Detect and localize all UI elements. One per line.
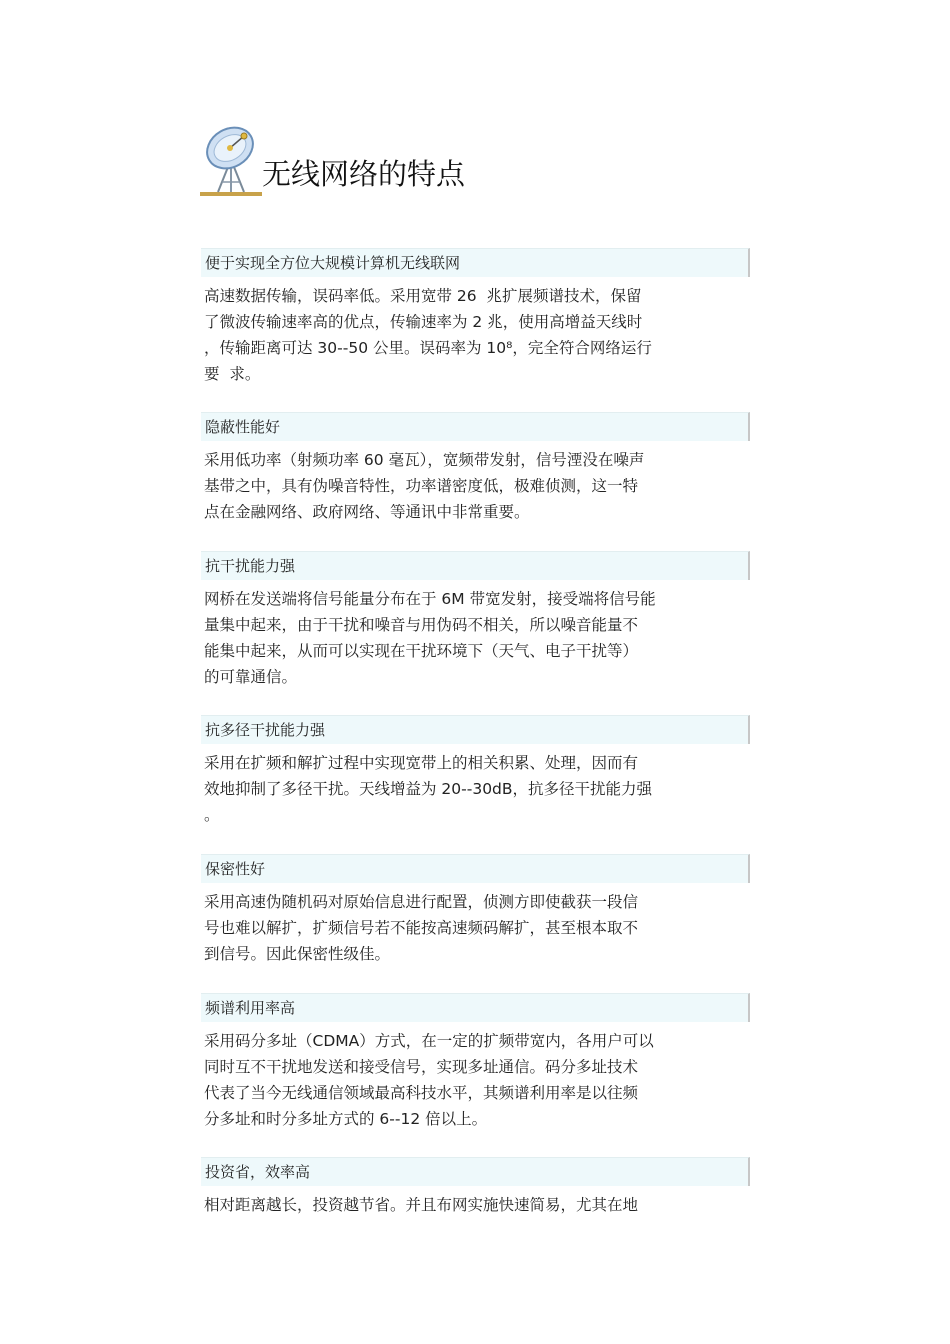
section-body [201, 889, 750, 967]
section-body [201, 1192, 750, 1218]
section-heading: 便于实现全方位大规模计算机无线联网 [201, 248, 750, 277]
section-body [201, 283, 750, 387]
section-heading: 隐蔽性能好 [201, 412, 750, 441]
feature-section [201, 715, 750, 828]
body-line: 代表了当今无线通信领域最高科技水平，其频谱利用率是以往频 [204, 1084, 639, 1102]
section-heading: 频谱利用率高 [201, 993, 750, 1022]
body-line: 。 [204, 806, 220, 824]
body-line: 基带之中，具有伪噪音特性，功率谱密度低，极难侦测，这一特 [204, 477, 639, 495]
body-line: 采用高速伪随机码对原始信息进行配置，侦测方即使截获一段信 [204, 893, 639, 911]
section-heading: 投资省，效率高 [201, 1157, 750, 1186]
body-line: 要 求。 [204, 365, 261, 383]
section-heading: 抗多径干扰能力强 [201, 715, 750, 744]
body-line: 网桥在发送端将信号能量分布在于 6M 带宽发射，接受端将信号能 [204, 590, 656, 608]
body-line: 号也难以解扩，扩频信号若不能按高速频码解扩，甚至根本取不 [204, 919, 639, 937]
section-body [201, 750, 750, 828]
feature-section [201, 551, 750, 690]
feature-section [201, 412, 750, 525]
body-line: 高速数据传输，误码率低。采用宽带 26 兆扩展频谱技术，保留 [204, 287, 642, 305]
body-line: 分多址和时分多址方式的 6--12 倍以上。 [204, 1110, 488, 1128]
body-line: 能集中起来，从而可以实现在干扰环境下（天气、电子干扰等） [204, 642, 639, 660]
feature-section [201, 993, 750, 1132]
body-line: 同时互不干扰地发送和接受信号，实现多址通信。码分多址技术 [204, 1058, 639, 1076]
body-line: 采用在扩频和解扩过程中实现宽带上的相关积累、处理，因而有 [204, 754, 639, 772]
satellite-dish-icon [200, 126, 264, 198]
section-heading: 抗干扰能力强 [201, 551, 750, 580]
feature-section [201, 248, 750, 387]
page-title: 无线网络的特点 [262, 157, 466, 191]
body-line: 相对距离越长，投资越节省。并且布网实施快速简易，尤其在地 [204, 1196, 639, 1214]
section-body [201, 1028, 750, 1132]
feature-section [201, 1157, 750, 1218]
feature-section [201, 854, 750, 967]
body-line: ，传输距离可达 30--50 公里。误码率为 10⁸，完全符合网络运行 [204, 339, 652, 357]
body-line: 效地抑制了多径干扰。天线增益为 20--30dB，抗多径干扰能力强 [204, 780, 653, 798]
body-line: 了微波传输速率高的优点，传输速率为 2 兆，使用高增益天线时 [204, 313, 643, 331]
body-line: 采用低功率（射频功率 60 毫瓦），宽频带发射，信号湮没在噪声 [204, 451, 645, 469]
body-line: 点在金融网络、政府网络、等通讯中非常重要。 [204, 503, 530, 521]
document-title-row [200, 126, 760, 200]
section-body [201, 586, 750, 690]
section-body [201, 447, 750, 525]
body-line: 到信号。因此保密性级佳。 [204, 945, 391, 963]
body-line: 的可靠通信。 [204, 668, 298, 686]
body-line: 采用码分多址（CDMA）方式，在一定的扩频带宽内，各用户可以 [204, 1032, 654, 1050]
body-line: 量集中起来，由于干扰和噪音与用伪码不相关，所以噪音能量不 [204, 616, 639, 634]
section-heading: 保密性好 [201, 854, 750, 883]
